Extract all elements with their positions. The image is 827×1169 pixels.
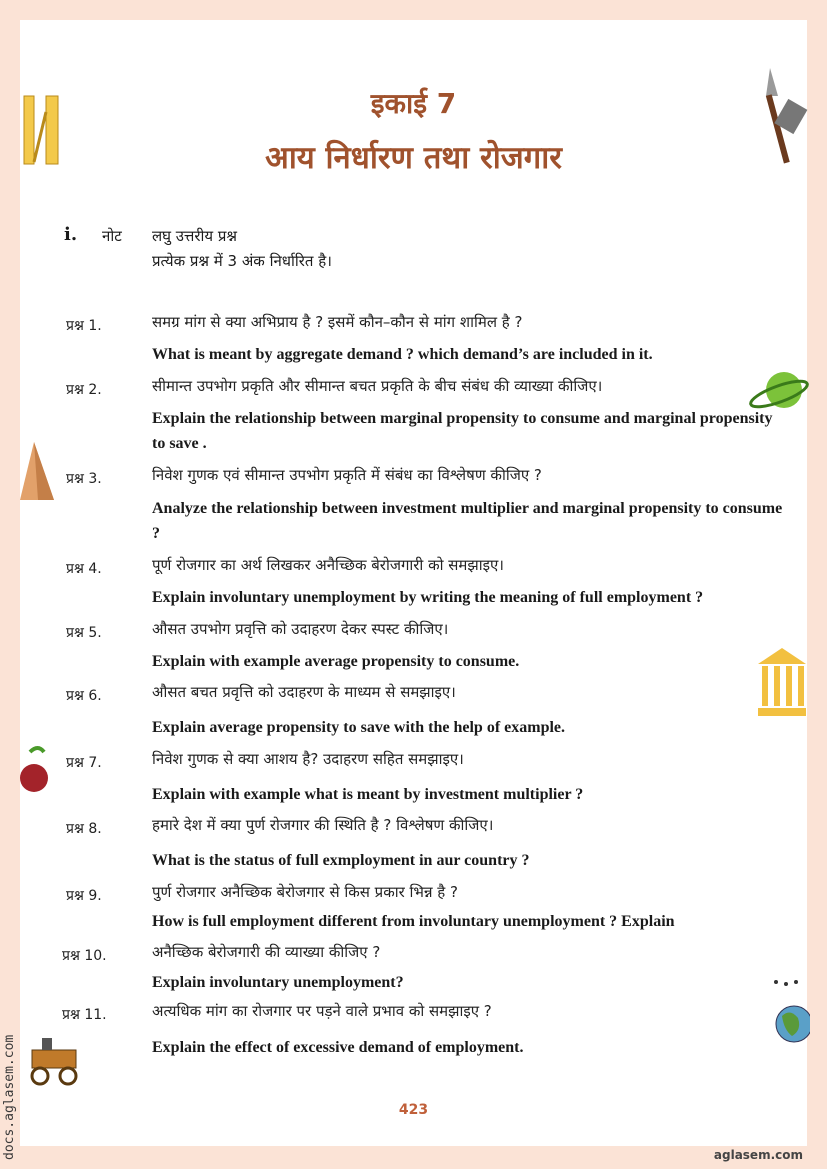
question-english: What is meant by aggregate demand ? which demand’s are included in it. (152, 346, 653, 363)
question-english: What is the status of full exmployment in aur country ? (152, 852, 530, 869)
question-label: प्रश्न 11. (62, 1007, 107, 1023)
note-number: i. (64, 224, 78, 245)
page-number: 423 (398, 1102, 429, 1118)
question-english: Explain the effect of excessive demand of employment. (152, 1039, 524, 1056)
question-label: प्रश्न 6. (66, 688, 102, 704)
question-label: प्रश्न 2. (66, 382, 102, 398)
question-label: प्रश्न 3. (66, 471, 102, 487)
question-label: प्रश्न 8. (66, 821, 102, 837)
apple-icon (20, 744, 50, 804)
question-hindi: अत्यधिक मांग का रोजगार पर पड़ने वाले प्रभाव को समझाइए ? (152, 1002, 492, 1020)
question-hindi: निवेश गुणक एवं सीमान्त उपभोग प्रकृति में संबंध का विश्लेषण कीजिए ? (152, 466, 542, 484)
note-label: नोट (102, 227, 122, 245)
question-english: Explain involuntary unemployment by writing the meaning of full employment ? (152, 589, 704, 606)
question-english: Explain with example what is meant by investment multiplier ? (152, 786, 584, 803)
question-label: प्रश्न 9. (66, 888, 102, 904)
question-label: प्रश्न 7. (66, 755, 102, 771)
question-hindi: समग्र मांग से क्या अभिप्राय है ? इसमें कौन–कौन से मांग शामिल है ? (152, 313, 523, 331)
question-hindi: सीमान्त उपभोग प्रकृति और सीमान्त बचत प्रकृति के बीच संबंध की व्याख्या कीजिए। (152, 377, 603, 395)
question-hindi: निवेश गुणक से क्या आशय है? उदाहरण सहित समझाइए। (152, 750, 464, 768)
chapter-title: आय निर्धारण तथा रोजगार (265, 140, 562, 176)
unit-title: इकाई 7 (370, 87, 457, 120)
question-english: Explain involuntary unemployment? (152, 974, 404, 991)
question-english: Explain average propensity to save with the help of example. (152, 719, 566, 736)
question-english: Analyze the relationship between investment multiplier and marginal propensity to consume ? (152, 500, 783, 542)
question-hindi: अनैच्छिक बेरोजगारी की व्याख्या कीजिए ? (152, 943, 381, 961)
question-label: प्रश्न 5. (66, 625, 102, 641)
note-line-2: प्रत्येक प्रश्न में 3 अंक निर्धारित है। (152, 252, 332, 270)
question-label: प्रश्न 1. (66, 318, 102, 334)
question-english: How is full employment different from involuntary unemployment ? Explain (152, 913, 675, 930)
note-line-1: लघु उत्तरीय प्रश्न (152, 227, 238, 245)
question-english: Explain the relationship between marginal propensity to consume and marginal propensity to save . (152, 410, 773, 452)
question-hindi: पुर्ण रोजगार अनैच्छिक बेरोजगार से किस प्रकार भिन्न है ? (152, 883, 458, 901)
side-watermark: docs.aglasem.com (2, 1034, 17, 1160)
question-label: प्रश्न 10. (62, 948, 107, 964)
question-hindi: औसत बचत प्रवृत्ति को उदाहरण के माध्यम से समझाइए। (152, 683, 456, 701)
site-watermark: aglasem.com (713, 1148, 803, 1162)
question-label: प्रश्न 4. (66, 561, 102, 577)
pyramid-icon (20, 440, 56, 502)
question-hindi: हमारे देश में क्या पुर्ण रोजगार की स्थिति है ? विश्लेषण कीजिए। (152, 816, 494, 834)
cart-icon (20, 1034, 82, 1092)
question-hindi: पूर्ण रोजगार का अर्थ लिखकर अनैच्छिक बेरोजगारी को समझाइए। (152, 556, 504, 574)
question-english: Explain with example average propensity to consume. (152, 653, 520, 670)
question-hindi: औसत उपभोग प्रवृत्ति को उदाहरण देकर स्पस्ट कीजिए। (152, 620, 449, 638)
